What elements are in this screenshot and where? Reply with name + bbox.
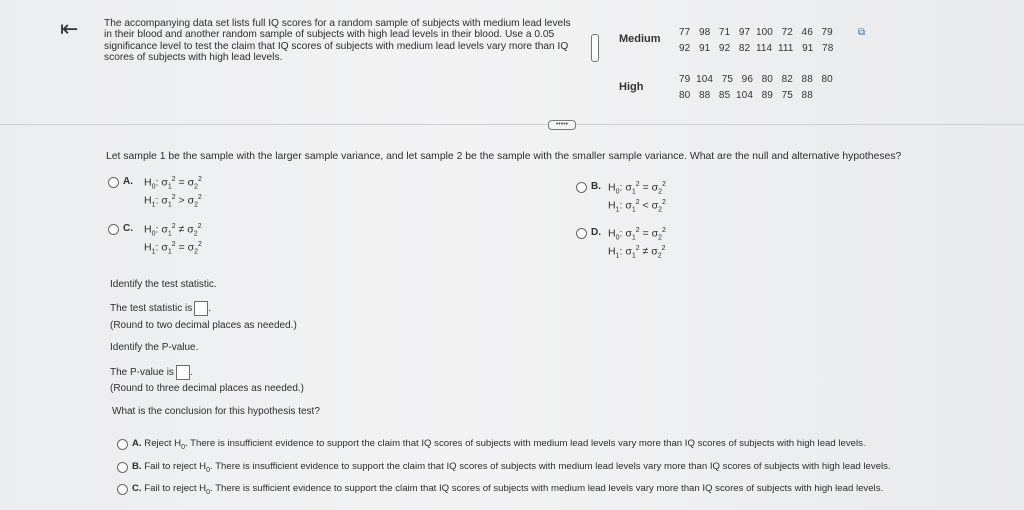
medium-row-1: 77 98 71 97 100 72 46 79 xyxy=(679,27,833,38)
test-stat-input[interactable] xyxy=(194,301,208,316)
problem-intro: The accompanying data set lists full IQ scores for a random sample of subjects with medium lead levels in their blood and another random sample of subjects with high lead levels in their blood. Use a 0.05 significance level to test the claim that IQ scores of subjects with medium lead levels vary more than IQ scores of subjects with high lead levels. xyxy=(104,18,571,63)
option-d-null: $H_0$: $\sigma_1^2 = \sigma_2^2$ xyxy=(608,227,666,242)
option-c-radio[interactable] xyxy=(108,224,119,235)
option-c-null: $H_0$: $\sigma_1^2 \ne \sigma_2^2$ xyxy=(144,223,202,238)
option-b-alt: $H_1$: $\sigma_1^2 < \sigma_2^2$ xyxy=(608,199,666,214)
test-stat-prompt: The test statistic is xyxy=(110,303,193,315)
conclusion-b-letter: B. xyxy=(132,461,142,472)
option-b-null: $H_0$: $\sigma_1^2 = \sigma_2^2$ xyxy=(608,181,666,196)
panel-resize-handle[interactable] xyxy=(591,34,599,62)
conclusion-a-verb: Reject H xyxy=(144,438,182,449)
test-stat-hint: (Round to two decimal places as needed.) xyxy=(110,320,297,331)
option-a-letter: A. xyxy=(123,176,133,187)
expand-handle[interactable]: ••••• xyxy=(548,120,576,130)
section-divider xyxy=(0,124,1024,125)
conclusion-b: B. Fail to reject $H_0$. There is insufficient evidence to support the claim that IQ scores of subjects with medium lead levels vary more than IQ scores of subjects with high lead levels. xyxy=(132,461,891,474)
p-value-heading: Identify the P-value. xyxy=(110,342,199,353)
conclusion-b-radio[interactable] xyxy=(117,462,128,473)
conclusion-a-text: . There is insufficient evidence to support the claim that IQ scores of subjects with medium lead levels vary more than IQ scores of subjects with high lead levels. xyxy=(184,438,866,449)
hypotheses-question: Let sample 1 be the sample with the larger sample variance, and let sample 2 be the sample with the smaller sample variance. What are the null and alternative hypotheses? xyxy=(106,151,902,162)
option-b-radio[interactable] xyxy=(576,182,587,193)
conclusion-c-radio[interactable] xyxy=(117,484,128,495)
conclusion-c-text: . There is sufficient evidence to support the claim that IQ scores of subjects with medium lead levels vary more than IQ scores of subjects with high lead levels. xyxy=(210,483,884,494)
conclusion-c: C. Fail to reject $H_0$. There is sufficient evidence to support the claim that IQ scores of subjects with medium lead levels vary more than IQ scores of subjects with high lead levels. xyxy=(132,483,884,496)
p-value-line: The P-value is . xyxy=(110,365,193,380)
high-row-2: 80 88 85 104 89 75 88 xyxy=(679,90,813,101)
conclusion-a-letter: A. xyxy=(132,438,142,449)
conclusion-b-text: . There is insufficient evidence to support the claim that IQ scores of subjects with medium lead levels vary more than IQ scores of subjects with high lead levels. xyxy=(210,461,891,472)
medium-label: Medium xyxy=(619,33,661,45)
conclusion-a: A. Reject $H_0$. There is insufficient evidence to support the claim that IQ scores of subjects with medium lead levels vary more than IQ scores of subjects with high lead levels. xyxy=(132,438,866,451)
option-a-alt: $H_1$: $\sigma_1^2 > \sigma_2^2$ xyxy=(144,194,202,209)
option-b-letter: B. xyxy=(591,181,601,192)
back-arrow-icon[interactable]: ⇤ xyxy=(60,16,79,41)
copy-icon[interactable]: ⧉ xyxy=(858,27,866,38)
p-value-prompt: The P-value is xyxy=(110,367,174,379)
test-stat-line: The test statistic is . xyxy=(110,301,211,316)
conclusion-c-verb: Fail to reject H xyxy=(144,483,207,494)
high-row-1: 79 104 75 96 80 82 88 80 xyxy=(679,74,833,85)
option-d-alt: $H_1$: $\sigma_1^2 \ne \sigma_2^2$ xyxy=(608,245,666,260)
option-a-null: $H_0$: $\sigma_1^2 = \sigma_2^2$ xyxy=(144,176,202,191)
medium-row-2: 92 91 92 82 114 111 91 78 xyxy=(679,43,834,54)
conclusion-c-letter: C. xyxy=(132,483,142,494)
conclusion-a-radio[interactable] xyxy=(117,439,128,450)
p-value-hint: (Round to three decimal places as needed.) xyxy=(110,383,305,394)
conclusion-heading: What is the conclusion for this hypothesis test? xyxy=(112,406,320,417)
option-d-radio[interactable] xyxy=(576,228,587,239)
conclusion-b-verb: Fail to reject H xyxy=(144,461,207,472)
high-label: High xyxy=(619,81,644,93)
option-c-alt: $H_1$: $\sigma_1^2 = \sigma_2^2$ xyxy=(144,241,202,256)
p-value-input[interactable] xyxy=(176,365,190,380)
option-d-letter: D. xyxy=(591,227,601,238)
option-c-letter: C. xyxy=(123,223,133,234)
option-a-radio[interactable] xyxy=(108,177,119,188)
test-stat-heading: Identify the test statistic. xyxy=(110,279,217,290)
